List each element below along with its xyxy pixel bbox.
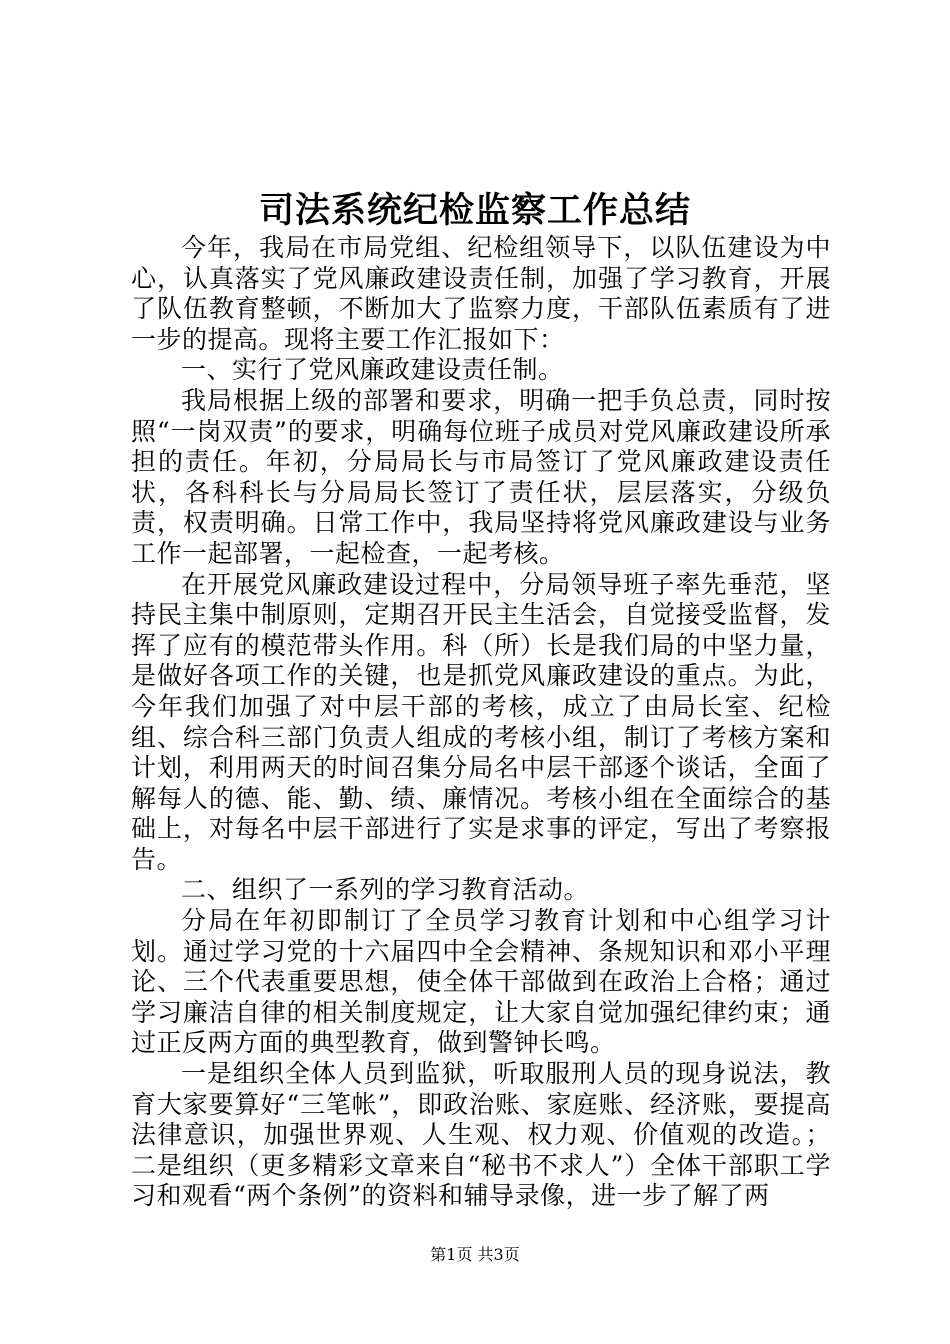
document-body <box>131 233 831 1212</box>
section-heading-1: 一、实行了党风廉政建设责任制。 <box>181 355 564 385</box>
body-paragraph: 分局在年初即制订了全员学习教育计划和中心组学习计划。通过学习党的十六届四中全会精神、条规知识和邓小平理论、三个代表重要思想，使全体干部做到在政治上合格；通过学习廉洁自律的相关制度规定，让大家自觉加强纪律约束；通过正反两方面的典型教育，做到警钟长鸣。 <box>131 906 831 1058</box>
page-footer: 第1页 共3页 <box>430 1245 520 1264</box>
body-paragraph: 在开展党风廉政建设过程中，分局领导班子率先垂范，坚持民主集中制原则，定期召开民主生活会，自觉接受监督，发挥了应有的模范带头作用。科（所）长是我们局的中坚力量，是做好各项工作的关键，也是抓党风廉政建设的重点。为此，今年我们加强了对中层干部的考核，成立了由局长室、纪检组、综合科三部门负责人组成的考核小组，制订了考核方案和计划，利用两天的时间召集分局名中层干部逐个谈话，全面了解每人的德、能、勤、绩、廉情况。考核小组在全面综合的基础上，对每名中层干部进行了实是求事的评定，写出了考察报告。 <box>131 569 831 874</box>
body-paragraph: 我局根据上级的部署和要求，明确一把手负总责，同时按照“一岗双责”的要求，明确每位班子成员对党风廉政建设所承担的责任。年初，分局局长与市局签订了党风廉政建设责任状，各科科长与分局局长签订了责任状，层层落实，分级负责，权责明确。日常工作中，我局坚持将党风廉政建设与业务工作一起部署，一起检查，一起考核。 <box>131 385 831 568</box>
body-paragraph: 一是组织全体人员到监狱，听取服刑人员的现身说法，教育大家要算好“三笔帐”，即政治账、家庭账、经济账，要提高法律意识，加强世界观、人生观、权力观、价值观的改造。；二是组织（更多精彩文章来自“秘书不求人”）全体干部职工学习和观看“两个条例”的资料和辅导录像，进一步了解了两 <box>131 1059 831 1211</box>
section-heading-2: 二、组织了一系列的学习教育活动。 <box>181 875 590 905</box>
document-title: 司法系统纪检监察工作总结 <box>258 190 691 231</box>
intro-paragraph: 今年，我局在市局党组、纪检组领导下，以队伍建设为中心，认真落实了党风廉政建设责任制，加强了学习教育，开展了队伍教育整顿，不断加大了监察力度，干部队伍素质有了进一步的提高。现将主要工作汇报如下： <box>131 233 831 354</box>
